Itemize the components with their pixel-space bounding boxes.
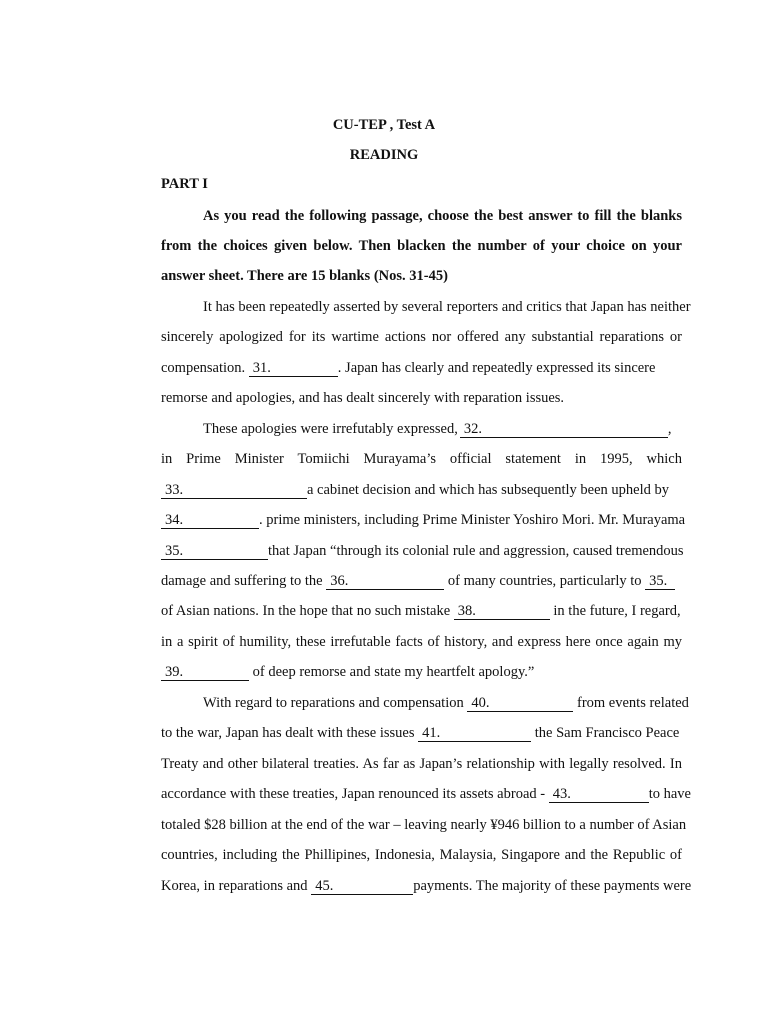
passage-text: damage and suffering to the — [161, 573, 327, 589]
passage-text: to the war, Japan has dealt with these issues — [161, 725, 419, 741]
passage-line: in Prime Minister Tomiichi Murayama’s official statement in 1995, which — [161, 451, 682, 467]
passage-line: in a spirit of humility, these irrefutable facts of history, and express here once again my — [161, 634, 682, 650]
passage-text: of many countries, particularly to — [444, 573, 646, 589]
blank-31: 31. — [249, 360, 338, 377]
instruction-line-1: As you read the following passage, choose the best answer to fill the blanks — [203, 208, 682, 224]
passage-text: to have — [648, 786, 691, 802]
blank-40: 40. — [467, 695, 573, 712]
passage-line — [161, 693, 689, 713]
section-title: READING — [349, 147, 419, 163]
passage-line — [161, 541, 682, 561]
part-label: PART I — [161, 176, 208, 192]
passage-text: Korea, in reparations and — [161, 878, 312, 894]
passage-line — [161, 510, 686, 530]
passage-text: compensation. — [161, 360, 249, 376]
passage-line — [161, 876, 692, 896]
passage-line — [161, 419, 682, 439]
blank-38: 38. — [454, 603, 550, 620]
passage-text: payments. The majority of these payments were — [413, 878, 692, 894]
blank-34: 34. — [161, 512, 259, 529]
passage-line — [161, 571, 682, 591]
passage-line — [161, 358, 682, 378]
passage-line — [161, 480, 682, 500]
passage-text: in the future, I regard, — [549, 603, 681, 619]
blank-41: 41. — [418, 725, 531, 742]
passage-text: a cabinet decision and which has subsequently been upheld by — [307, 482, 669, 498]
passage-line — [161, 784, 691, 804]
instruction-line-2: from the choices given below. Then blacken the number of your choice on your — [161, 238, 682, 254]
passage-text: of deep remorse and state my heartfelt apology.” — [249, 664, 535, 680]
passage-text: , — [667, 421, 672, 437]
passage-text: These apologies were irrefutably expressed, — [203, 421, 458, 437]
passage-text: . prime ministers, including Prime Minister Yoshiro Mori. Mr. Murayama — [259, 512, 686, 528]
passage-text: the Sam Francisco Peace — [531, 725, 680, 741]
passage-text: With regard to reparations and compensation — [203, 695, 468, 711]
blank-35: 35. — [161, 543, 268, 560]
passage-text: of Asian nations. In the hope that no such mistake — [161, 603, 454, 619]
passage-line — [161, 723, 682, 743]
passage-text: . Japan has clearly and repeatedly expressed its sincere — [337, 360, 656, 376]
passage-line: Treaty and other bilateral treaties. As far as Japan’s relationship with legally resolved. In — [161, 756, 682, 772]
passage-line — [161, 601, 682, 621]
blank-36: 36. — [326, 573, 444, 590]
passage-line — [161, 662, 682, 682]
blank-35-repeat: 35. — [645, 573, 675, 590]
passage-line: remorse and apologies, and has dealt sincerely with reparation issues. — [161, 390, 565, 406]
passage-text: that Japan “through its colonial rule and aggression, caused tremendous — [268, 543, 684, 559]
blank-33: 33. — [161, 482, 307, 499]
passage-line: sincerely apologized for its wartime actions nor offered any substantial reparations or — [161, 329, 682, 345]
blank-32: 32. — [460, 421, 668, 438]
blank-45: 45. — [311, 878, 413, 895]
passage-text: from events related — [573, 695, 689, 711]
blank-39: 39. — [161, 664, 249, 681]
instruction-line-3: answer sheet. There are 15 blanks (Nos. 31-45) — [161, 268, 448, 284]
blank-43: 43. — [549, 786, 649, 803]
passage-line: It has been repeatedly asserted by several reporters and critics that Japan has neither — [203, 299, 691, 315]
test-title: CU-TEP , Test A — [332, 117, 436, 133]
passage-line: totaled $28 billion at the end of the war – leaving nearly ¥946 billion to a number of Asian — [161, 817, 687, 833]
passage-text: accordance with these treaties, Japan renounced its assets abroad - — [161, 786, 549, 802]
passage-line: countries, including the Phillipines, Indonesia, Malaysia, Singapore and the Republic of — [161, 847, 682, 863]
